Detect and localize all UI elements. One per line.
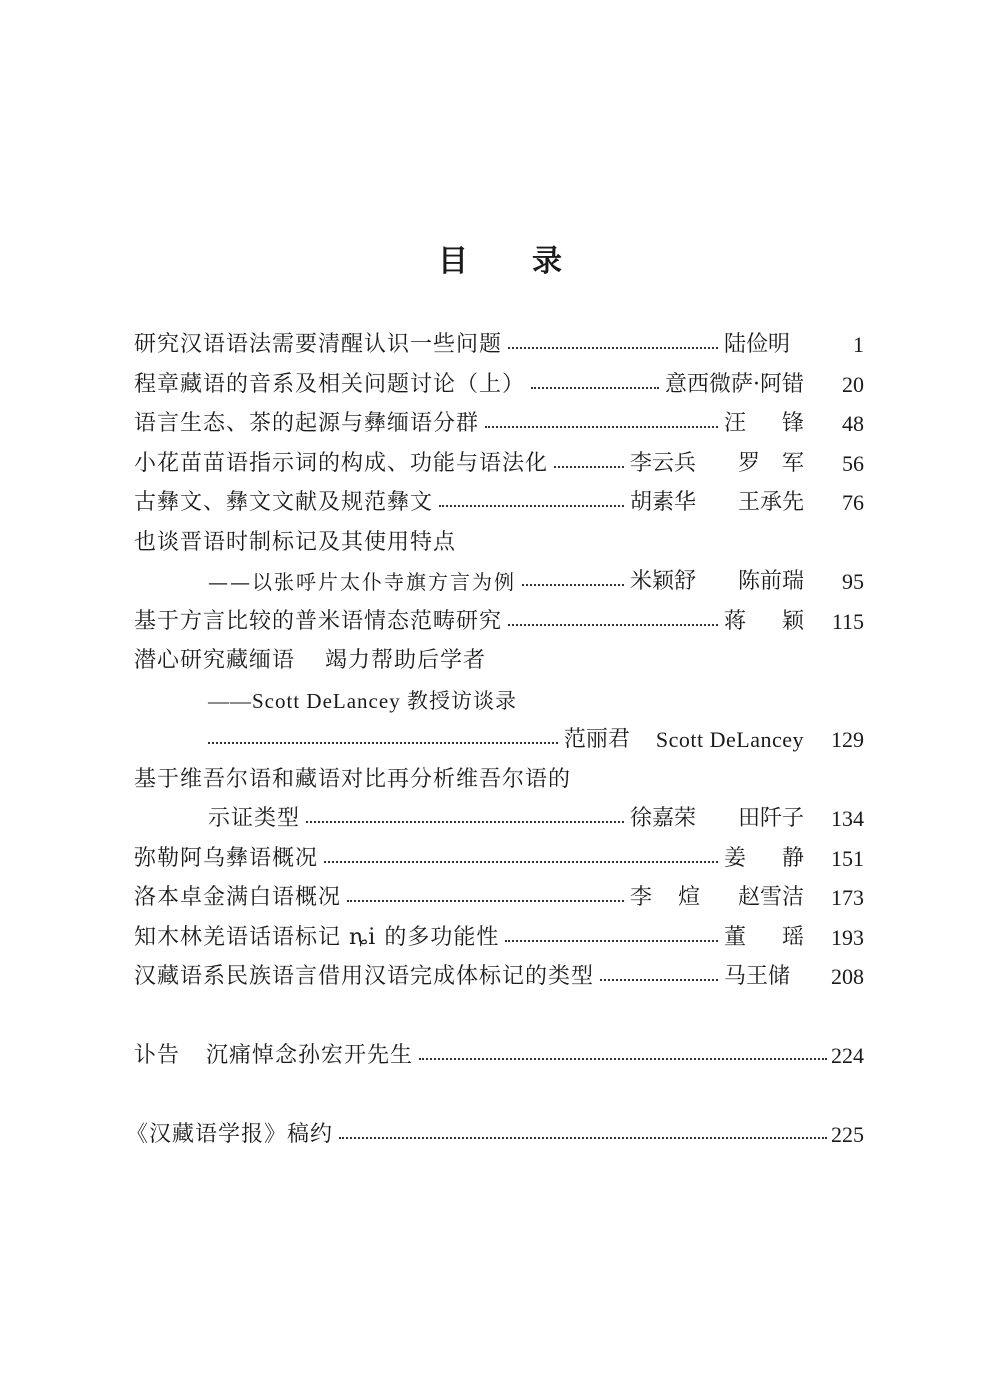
- entry-page: 208: [831, 964, 864, 989]
- toc-entry[interactable]: [134, 370, 864, 400]
- author: 陈前瑞: [737, 569, 804, 594]
- entry-title: 语言生态、茶的起源与彝缅语分群: [134, 411, 480, 436]
- entry-page: 134: [831, 806, 864, 831]
- author: 姜: [724, 846, 747, 871]
- toc-entry[interactable]: [134, 330, 864, 360]
- author: 赵雪洁: [737, 885, 804, 910]
- leader-dots: [306, 821, 624, 823]
- toc-entry[interactable]: [134, 844, 864, 874]
- entry-title: 弥勒阿乌彝语概况: [134, 846, 319, 871]
- author: 董: [724, 925, 747, 950]
- entry-authors: [724, 330, 804, 360]
- author: 军: [781, 451, 804, 476]
- toc-entry[interactable]: [134, 804, 864, 834]
- toc-entry[interactable]: [134, 488, 864, 518]
- leader-dots: [324, 861, 718, 863]
- entry-page: 129: [831, 727, 864, 752]
- entry-title: 古彝文、彝文文献及规范彝文: [134, 490, 434, 515]
- entry-authors: [724, 962, 804, 992]
- entry-title[interactable]: 基于维吾尔语和藏语对比再分析维吾尔语的: [134, 767, 572, 792]
- leader-dots: [419, 1058, 827, 1060]
- author: 意西微萨·阿错: [665, 372, 804, 397]
- toc-entry[interactable]: [134, 923, 864, 953]
- leader-dots: [339, 1137, 827, 1139]
- entry-page: 76: [842, 490, 864, 515]
- entry-title: 小花苗苗语指示词的构成、功能与语法化: [134, 451, 549, 476]
- entry-page: 151: [831, 846, 864, 871]
- author: 米颖舒: [630, 569, 697, 594]
- entry-authors: [630, 883, 804, 913]
- leader-dots: [439, 505, 624, 507]
- entry-authors: [630, 804, 804, 834]
- author: 锋: [781, 411, 804, 436]
- author: 李: [630, 885, 653, 910]
- author: 蒋: [724, 609, 747, 634]
- entry-title-part: 潜心研究藏缅语: [134, 648, 296, 673]
- toc-entry[interactable]: [134, 449, 864, 479]
- entry-authors: [665, 370, 804, 400]
- entry-page: 115: [831, 609, 864, 634]
- entry-title-part: 竭力帮助后学者: [325, 648, 487, 673]
- entry-page: 48: [842, 411, 864, 436]
- entry-title: 程章藏语的音系及相关问题讨论（上）: [134, 372, 526, 397]
- leader-dots: [208, 742, 558, 744]
- entry-subtitle: ——Scott DeLancey 教授访谈录: [208, 689, 517, 713]
- entry-label: 讣告: [134, 1043, 181, 1068]
- author: 静: [781, 846, 804, 871]
- entry-page: 1: [853, 332, 864, 357]
- toc-heading-right: 录: [532, 244, 562, 279]
- entry-page: 225: [831, 1122, 864, 1147]
- toc-entry[interactable]: [134, 409, 864, 439]
- entry-authors: [564, 725, 804, 755]
- leader-dots: [600, 979, 718, 981]
- entry-subtitle: ——以张呼片太仆寺旗方言为例: [208, 570, 516, 594]
- entry-authors: [724, 844, 804, 874]
- toc-entry-call-for-papers[interactable]: [126, 1120, 864, 1150]
- author: 李云兵: [630, 451, 697, 476]
- leader-dots: [508, 624, 718, 626]
- entry-authors: [630, 449, 804, 479]
- toc-entry-obituary[interactable]: [134, 1041, 864, 1071]
- entry-authors: [630, 488, 804, 518]
- toc-entry[interactable]: [134, 962, 864, 992]
- leader-dots: [508, 347, 718, 349]
- entry-authors: [724, 607, 804, 637]
- toc-entry[interactable]: [134, 725, 864, 755]
- toc-entry[interactable]: [134, 883, 864, 913]
- entry-title: 基于方言比较的普米语情态范畴研究: [134, 609, 503, 634]
- entry-page: 193: [831, 925, 864, 950]
- author: 马王储: [724, 964, 791, 989]
- entry-title: 《汉藏语学报》稿约: [126, 1122, 334, 1147]
- author: 颖: [781, 609, 804, 634]
- entry-title: 研究汉语语法需要清醒认识一些问题: [134, 332, 503, 357]
- entry-authors: [724, 923, 804, 953]
- author: 王承先: [737, 490, 804, 515]
- leader-dots: [522, 584, 624, 586]
- author: 范丽君: [563, 727, 630, 752]
- entry-page: 20: [842, 372, 864, 397]
- toc-entry[interactable]: [134, 607, 864, 637]
- toc-entry[interactable]: [134, 567, 864, 597]
- entry-page: 224: [831, 1043, 864, 1068]
- entry-title: 汉藏语系民族语言借用汉语完成体标记的类型: [134, 964, 595, 989]
- entry-title-cont: 示证类型: [208, 806, 301, 831]
- leader-dots: [485, 426, 718, 428]
- author: 煊: [677, 885, 700, 910]
- author: 徐嘉荣: [630, 806, 697, 831]
- author: 罗: [738, 451, 761, 476]
- author: 陆俭明: [724, 332, 791, 357]
- entry-authors: [724, 409, 804, 439]
- author: Scott DeLancey: [655, 727, 804, 752]
- entry-page: 173: [831, 885, 864, 910]
- author: 胡素华: [630, 490, 697, 515]
- author: 汪: [724, 411, 747, 436]
- leader-dots: [531, 387, 659, 389]
- author: 田阡子: [737, 806, 804, 831]
- author: 瑶: [781, 925, 804, 950]
- toc-heading-left: 目: [438, 244, 468, 279]
- entry-page: 56: [842, 451, 864, 476]
- leader-dots: [347, 900, 624, 902]
- toc-heading: [0, 236, 1000, 280]
- entry-page: 95: [842, 569, 864, 594]
- entry-authors: [630, 567, 804, 597]
- entry-title: 洛本卓金满白语概况: [134, 885, 342, 910]
- entry-title: 沉痛悼念孙宏开先生: [206, 1043, 414, 1068]
- leader-dots: [554, 466, 624, 468]
- leader-dots: [505, 940, 718, 942]
- entry-title[interactable]: [134, 646, 486, 676]
- entry-title[interactable]: 也谈晋语时制标记及其使用特点: [134, 530, 457, 555]
- entry-title: 知木林羌语话语标记 ȵi 的多功能性: [134, 925, 500, 950]
